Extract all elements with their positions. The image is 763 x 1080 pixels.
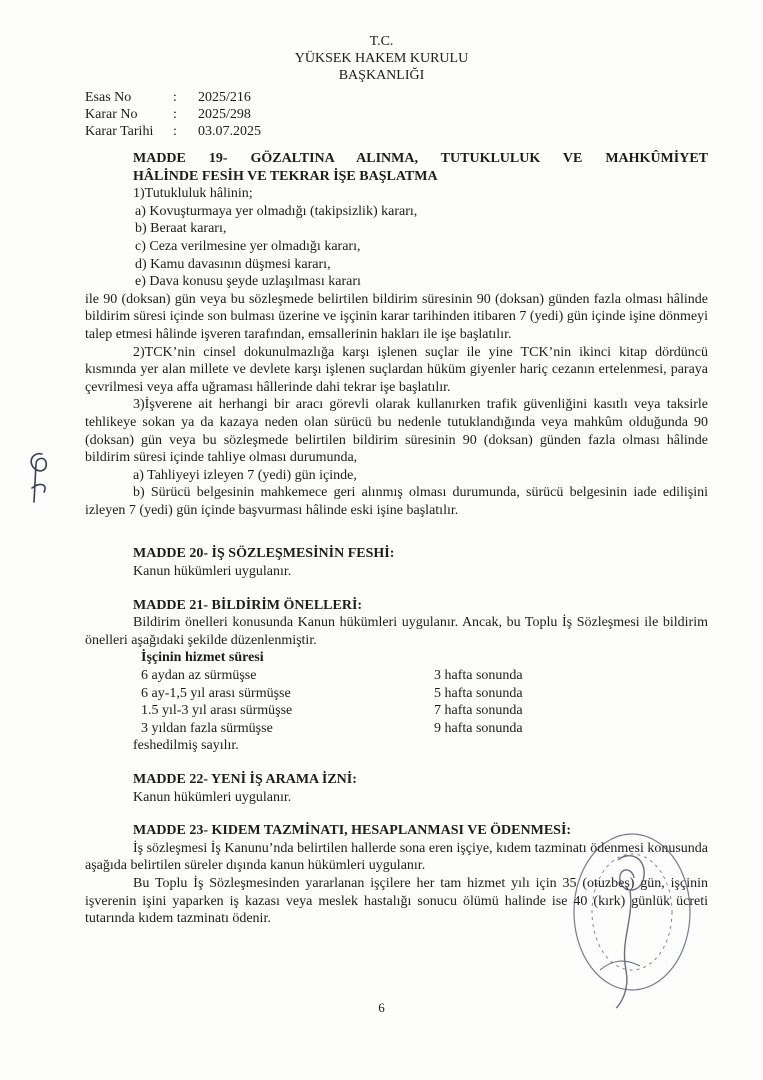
page-number: 6 xyxy=(378,1000,385,1015)
article-19-item-e: e) Dava konusu şeyde uzlaşılması kararı xyxy=(135,274,361,290)
notice-period: 7 hafta sonunda xyxy=(434,703,523,719)
header-line-tc: T.C. xyxy=(369,34,394,49)
article-23-para-1: İş sözleşmesi İş Kanunu’nda belirtilen hallerde sona eren işçiye, kıdem tazminatı ödenmesi konusunda aşağıda belirtilen süreler dışında kanun hükümleri uygulanır. xyxy=(85,840,709,874)
notice-table-row xyxy=(85,667,708,685)
meta-key: Esas No xyxy=(85,90,132,105)
article-19-item-a: a) Kovuşturmaya yer olmadığı (takipsizlik) kararı, xyxy=(135,203,418,219)
article-19-item-c: c) Ceza verilmesine yer olmadığı kararı, xyxy=(135,238,361,254)
meta-key: Karar Tarihi xyxy=(85,124,154,139)
document-body xyxy=(85,150,708,928)
article-19-para-3-item-a: a) Tahliyeyi izleyen 7 (yedi) gün içinde, xyxy=(133,467,357,483)
header-line-office: BAŞKANLIĞI xyxy=(338,68,425,83)
meta-row-date xyxy=(85,123,261,140)
meta-value: 2025/216 xyxy=(198,90,251,105)
article-20-title: MADDE 20- İŞ SÖZLEŞMESİNİN FESHİ: xyxy=(133,546,395,562)
notice-period: 3 hafta sonunda xyxy=(434,668,523,684)
article-19-para-1-body: ile 90 (doksan) gün veya bu sözleşmede belirtilen bildirim süresinin 90 (doksan) günden fazla olması hâlinde bildirim süresi içinde son bulması üzerine ve işçinin karar tarihinden itibaren 7 (yedi) gün içinde işine dönmeyi talep etmesi hâlinde işveren tarafından, emsallerinin hakları ile işe başlatılır. xyxy=(85,291,708,342)
official-seal-stamp-icon xyxy=(560,820,710,1010)
meta-row-esas xyxy=(85,89,261,106)
article-20-body: Kanun hükümleri uygulanır. xyxy=(133,564,292,580)
meta-sep: : xyxy=(173,124,177,139)
notice-table-row xyxy=(85,720,708,738)
article-19-para-2: 2)TCK’nin cinsel dokunulmazlığa karşı işlenen suçlar ile yine TCK’nin ikinci kitap dördüncü kısmında yer alan millete ve devlete karşı işlenen suçlardan hüküm giyenler hariç cezanın ertelenmesi, paraya çevrilmesi veya affa uğraması hâllerinde dahi tekrar işe başlatılır. xyxy=(85,344,708,395)
handwritten-initial-icon xyxy=(22,448,56,508)
article-21-tail: feshedilmiş sayılır. xyxy=(133,738,239,754)
article-22-body: Kanun hükümleri uygulanır. xyxy=(133,789,292,805)
article-19-para-1: 1)Tutukluluk hâlinin; xyxy=(133,186,253,202)
meta-sep: : xyxy=(173,90,177,105)
notice-duration: 6 aydan az sürmüşse xyxy=(141,668,257,684)
meta-sep: : xyxy=(173,107,177,122)
notice-table-row xyxy=(85,702,708,720)
article-19-para-3: 3)İşverene ait herhangi bir aracı görevli olarak kullanırken trafik güvenliğini kasıtlı veya taksirle tehlikeye sokan ya da kazaya neden olan sürücü bu nedenle tutuklandığında veya mahkûm olduğunda 90 (doksan) gün veya bu sözleşmede belirtilen bildirim süresinin 90 (doksan) günden fazla olması hâlinde bildirim süresi içinde tahliye olması durumunda, xyxy=(85,397,708,466)
meta-key: Karar No xyxy=(85,107,138,122)
article-21-title: MADDE 21- BİLDİRİM ÖNELLERİ: xyxy=(133,597,363,613)
article-19-title-line2: HÂLİNDE FESİH VE TEKRAR İŞE BAŞLATMA xyxy=(133,168,438,184)
article-19-para-3-item-b: b) Sürücü belgesinin mahkemece geri alınmış olması durumunda, sürücü belgesinin iade edilişini izleyen 7 (yedi) gün içinde başvurması hâlinde eski işine başlatılır. xyxy=(85,485,708,518)
meta-row-karar xyxy=(85,106,261,123)
article-19-item-b: b) Beraat kararı, xyxy=(135,221,227,237)
article-19-item-d: d) Kamu davasının düşmesi kararı, xyxy=(135,256,331,272)
article-19-title-line1: MADDE 19- GÖZALTINA ALINMA, TUTUKLULUK VE MAHKÛMİYET xyxy=(133,151,708,166)
notice-period: 9 hafta sonunda xyxy=(434,720,523,736)
notice-duration: 1.5 yıl-3 yıl arası sürmüşse xyxy=(141,703,293,719)
notice-table-header: İşçinin hizmet süresi xyxy=(141,650,264,666)
notice-duration: 3 yıldan fazla sürmüşse xyxy=(141,720,273,736)
case-metadata xyxy=(85,89,261,140)
article-22-title: MADDE 22- YENİ İŞ ARAMA İZNİ: xyxy=(133,772,357,787)
notice-duration: 6 ay-1,5 yıl arası sürmüşse xyxy=(141,685,291,701)
article-23-para-2: Bu Toplu İş Sözleşmesinden yararlanan işçilere her tam hizmet yılı için 35 (otuzbeş) gün, işçinin işverenin işini yaparken iş kazası veya meslek hastalığı sonucu ölümü halinde ise 40 (kırk) günlük ücreti tutarında kıdem tazminatı ödenir. xyxy=(85,875,708,927)
meta-value: 2025/298 xyxy=(198,107,251,122)
meta-value: 03.07.2025 xyxy=(198,124,261,139)
notice-period: 5 hafta sonunda xyxy=(434,685,523,701)
document-header xyxy=(0,33,763,84)
notice-table-row xyxy=(85,685,708,703)
article-21-body: Bildirim önelleri konusunda Kanun hükümleri uygulanır. Ancak, bu Toplu İş Sözleşmesi ile bildirim önelleri aşağıdaki şekilde düzenlenmiştir. xyxy=(85,615,708,648)
article-23-title: MADDE 23- KIDEM TAZMİNATI, HESAPLANMASI VE ÖDENMESİ: xyxy=(133,823,572,839)
header-line-institution: YÜKSEK HAKEM KURULU xyxy=(294,51,469,66)
